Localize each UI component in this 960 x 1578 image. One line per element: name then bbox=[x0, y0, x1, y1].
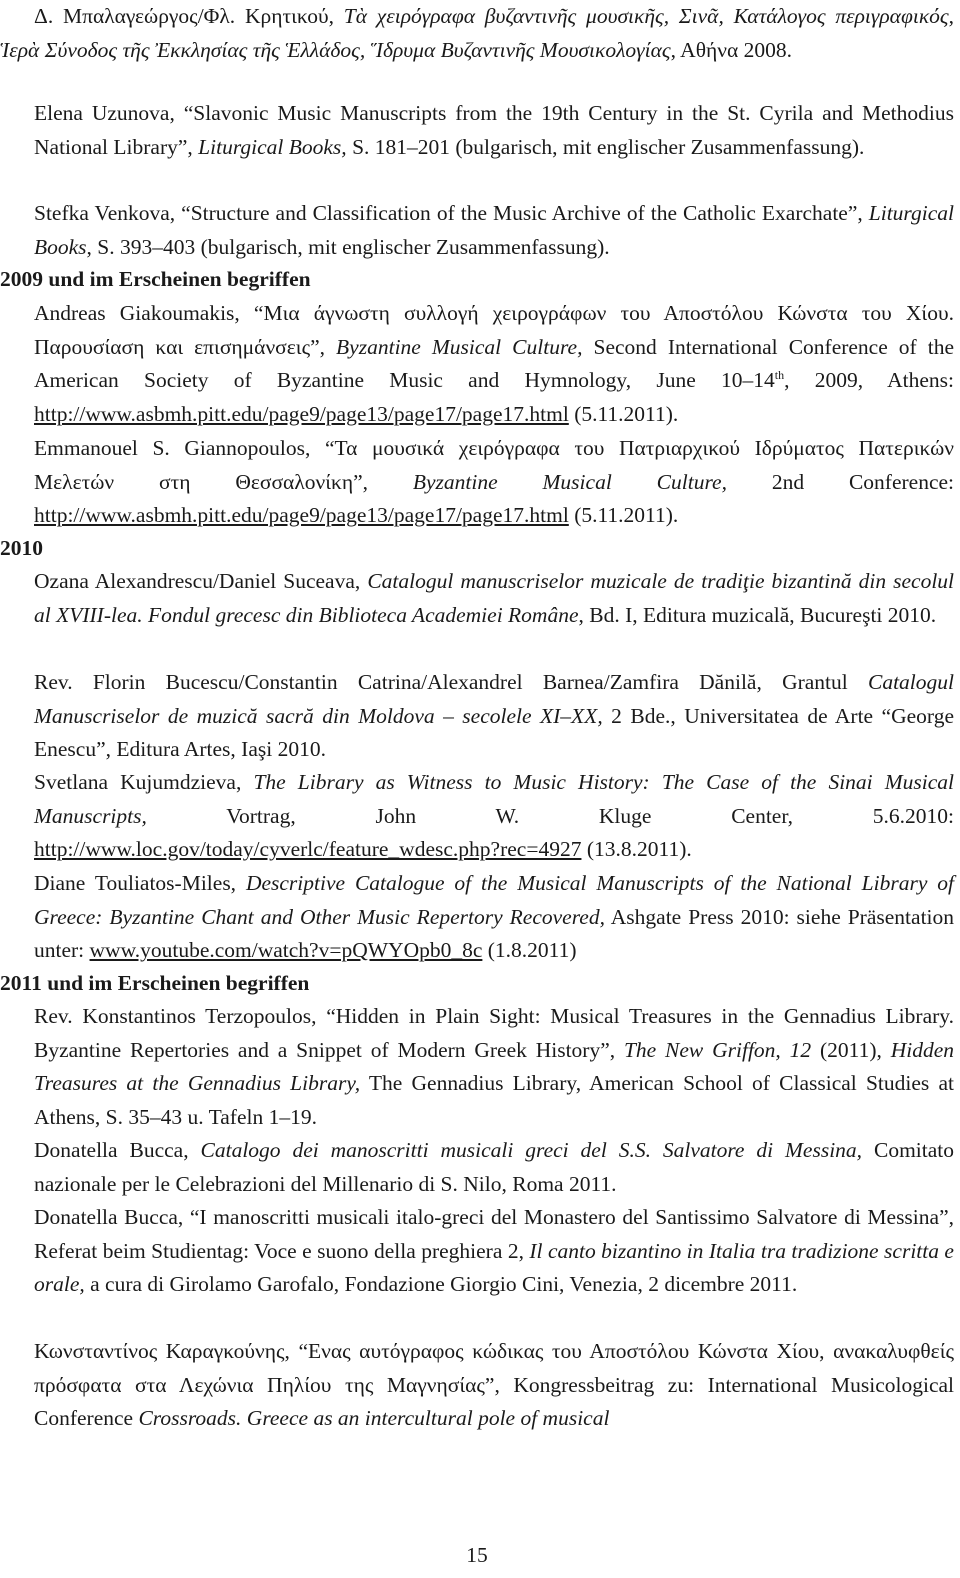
text-run: a cura di Girolamo Garofalo, Fondazione Giorgio Cini, Venezia, 2 dicembre 2011. bbox=[84, 1272, 798, 1296]
italic-title: Crossroads. Greece as an intercultural pole of musical bbox=[138, 1406, 610, 1430]
text-run: Vortrag, John W. Kluge Center, 5.6.2010: bbox=[146, 803, 954, 828]
bibliography-entry bbox=[34, 432, 954, 533]
text-run: , bbox=[948, 4, 954, 28]
italic-title: Catalogul manuscriselor muzicale de tradiţie bizantină din secolul al XVIII-lea. Fondul grecesc din Biblioteca Academiei Române bbox=[34, 569, 955, 627]
bibliography-entry bbox=[34, 297, 954, 431]
text-run: Donatella Bucca, bbox=[34, 1138, 201, 1162]
text-run: (13.8.2011). bbox=[581, 837, 692, 861]
bibliography-entry bbox=[34, 1134, 954, 1201]
italic-title: Liturgical Books, bbox=[198, 134, 347, 159]
text-run: Ozana Alexandrescu/Daniel Suceava, bbox=[34, 569, 368, 593]
bibliography-entry bbox=[34, 1000, 954, 1134]
superscript: th bbox=[774, 367, 785, 382]
italic-title: Descriptive Catalogue of the Musical Manuscripts of the National Library of Greece: Byzantine Chant and Other Music Repertory Recovered, bbox=[34, 871, 954, 929]
text-run: Diane Touliatos-Miles, bbox=[34, 871, 246, 895]
text-run: 2nd Conference: bbox=[726, 469, 954, 494]
text-run: Andreas Giakoumakis, “Μια άγνωστη συλλογή χειρογράφων του Αποστόλου Κώνστα του Χίου. Παρουσίαση και επισημάνσεις”, bbox=[34, 301, 954, 359]
italic-title: Liturgical Books bbox=[34, 201, 954, 259]
text-run: (5.11.2011). bbox=[568, 401, 679, 426]
bibliography-entry bbox=[34, 666, 954, 767]
text-run: Emmanouel S. Giannopoulos, “Τα μουσικά χειρόγραφα του Πατριαρχικού Ιδρύματος Πατερικών Μελετών στη Θεσσαλονίκη”, bbox=[34, 436, 954, 494]
url-link[interactable]: www.youtube.com/watch?v=pQWYOpb0_8c bbox=[89, 938, 483, 962]
italic-title: Τὰ χειρόγραφα βυζαντινῆς μουσικῆς, Σινᾶ, Κατάλογος περιγραφικός bbox=[343, 4, 949, 28]
url-link[interactable]: http://www.asbmh.pitt.edu/page9/page13/page17/page17.html bbox=[34, 401, 569, 426]
text-run: Stefka Venkova, “Structure and Classification of the Music Archive of the Catholic Exarchate”, bbox=[34, 201, 869, 225]
text-run: Rev. Konstantinos Terzopoulos, “Hidden in Plain Sight: Musical Treasures in the Gennadius Library. Byzantine Repertories and a Snippet of Modern Greek History”, bbox=[34, 1004, 954, 1062]
italic-title: The Library as Witness to Music History: The Case of the Sinai Musical Manuscripts, bbox=[34, 770, 955, 828]
text-run: Svetlana Kujumdzieva, bbox=[34, 770, 254, 794]
italic-title: Catalogo dei manoscritti musicali greci del S.S. Salvatore di Messina, bbox=[200, 1138, 863, 1162]
text-run: , 2009, Athens: bbox=[784, 368, 954, 392]
bibliography-entry bbox=[34, 197, 954, 264]
year-heading: 2009 und im Erscheinen begriffen bbox=[0, 267, 311, 291]
bibliography-entry bbox=[34, 565, 954, 632]
italic-title: Hidden Treasures at the Gennadius Library, bbox=[34, 1037, 954, 1095]
year-heading: 2010 bbox=[0, 536, 43, 560]
text-run: , S. 393–403 (bulgarisch, mit englischer Zusammenfassung). bbox=[86, 234, 610, 259]
page-number: 15 bbox=[466, 1543, 488, 1567]
text-run: (2011), bbox=[811, 1037, 891, 1062]
text-run: 2 Bde., Universitatea de Arte “George Enescu”, Editura Artes, Iaşi 2010. bbox=[34, 703, 954, 761]
text-run: Κωνσταντίνος Καραγκούνης, “Ενας αυτόγραφος κώδικας του Αποστόλου Κώνστα Χίου, ανακαλυφθείς πρόσφατα στα Λεχώνια Πηλίου της Μαγνησίας”, Kongressbeitrag zu: International Musicological Conference bbox=[34, 1339, 954, 1430]
text-run: , Bd. I, Editura muzicală, Bucureşti 2010. bbox=[578, 602, 937, 627]
italic-title: Byzantine Musical Culture, bbox=[336, 334, 583, 359]
italic-title: Ἱερὰ Σύνοδος τῆς Ἐκκλησίας τῆς Ἑλλάδος, Ἵδρυμα Βυζαντινῆς Μουσικολογίας bbox=[0, 37, 671, 62]
text-run: Donatella Bucca, “I manoscritti musicali italo-greci del Monastero del Santissimo Salvatore di Messina”, Referat beim Studientag: Voce e suono della preghiera 2, bbox=[34, 1205, 954, 1263]
bibliography-entry bbox=[34, 1201, 954, 1302]
text-run: , Αθήνα 2008. bbox=[670, 37, 792, 62]
bibliography-entry bbox=[34, 766, 954, 867]
italic-title: Catalogul Manuscriselor de muzică sacră din Moldova – secolele XI–XX, bbox=[34, 670, 954, 728]
text-run: Second International Conference of the American Society of Byzantine Music and Hymnology, June 10–14 bbox=[34, 334, 955, 392]
url-link[interactable]: http://www.loc.gov/today/cyverlc/feature_wdesc.php?rec=4927 bbox=[34, 837, 582, 861]
text-run: Ashgate Press 2010: siehe Präsentation unter: bbox=[34, 904, 955, 962]
text-run: S. 181–201 (bulgarisch, mit englischer Zusammenfassung). bbox=[346, 134, 865, 159]
text-run: Comitato nazionale per le Celebrazioni del Millenario di S. Nilo, Roma 2011. bbox=[34, 1138, 954, 1196]
bibliography-entry bbox=[0, 0, 954, 67]
bibliography-entry bbox=[34, 867, 954, 968]
bibliography-entry bbox=[34, 97, 954, 164]
italic-title: The New Griffon, 12 bbox=[623, 1037, 812, 1062]
text-run: (1.8.2011) bbox=[482, 938, 577, 962]
text-run: Elena Uzunova, “Slavonic Music Manuscripts from the 19th Century in the St. Cyrila and Methodius National Library”, bbox=[34, 101, 954, 159]
text-run: (5.11.2011). bbox=[568, 503, 679, 527]
text-run: The Gennadius Library, American School of Classical Studies at Athens, S. 35–43 u. Tafeln 1–19. bbox=[34, 1071, 954, 1129]
text-run: Rev. Florin Bucescu/Constantin Catrina/Alexandrel Barnea/Zamfira Dănilă, Grantul bbox=[34, 670, 868, 694]
year-heading: 2011 und im Erscheinen begriffen bbox=[0, 971, 310, 995]
text-run: Δ. Μπαλαγεώργος/Φλ. Κρητικού, bbox=[34, 4, 344, 28]
url-link[interactable]: http://www.asbmh.pitt.edu/page9/page13/page17/page17.html bbox=[34, 503, 569, 527]
bibliography-entry bbox=[34, 1335, 954, 1436]
italic-title: Il canto bizantino in Italia tra tradizione scritta e orale, bbox=[34, 1238, 954, 1296]
italic-title: Byzantine Musical Culture, bbox=[412, 469, 727, 494]
